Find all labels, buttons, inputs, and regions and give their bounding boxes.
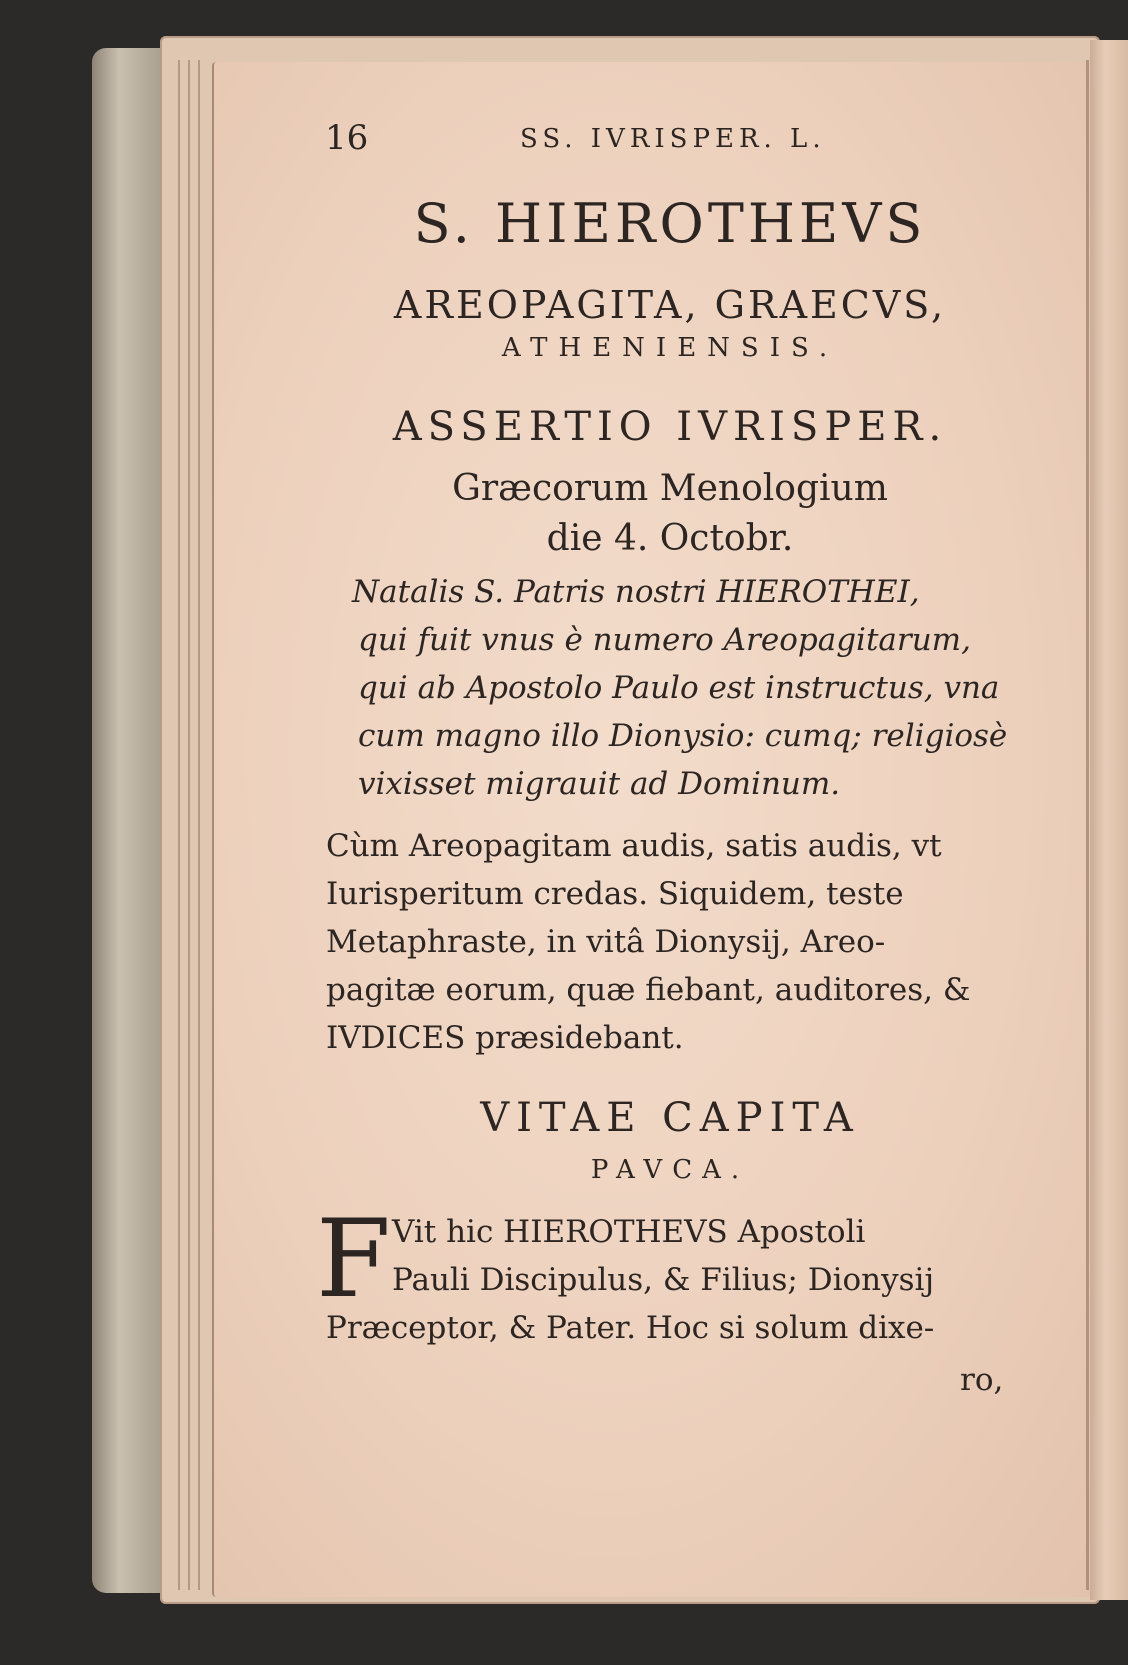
- text-line: Præceptor, & Pater. Hoc si solum dixe-: [326, 1310, 935, 1346]
- source-citation: Græcorum Menologium: [452, 468, 888, 509]
- text-line: Cùm Areopagitam audis, satis audis, vt: [326, 828, 942, 864]
- catchword: ro,: [960, 1362, 1004, 1398]
- gutter: [1086, 60, 1089, 1590]
- text-line: Natalis S. Patris nostri HIEROTHEI,: [352, 574, 920, 610]
- title-subtitle: AREOPAGITA, GRAECVS,: [393, 283, 947, 327]
- text-line: qui fuit vnus è numero Areopagitarum,: [358, 622, 971, 658]
- drop-cap: F: [316, 1197, 391, 1322]
- page-number: 16: [325, 118, 369, 158]
- page-title: S. HIEROTHEVS: [413, 192, 927, 255]
- text-line: qui ab Apostolo Paulo est instructus, vna: [358, 670, 1000, 706]
- title-subtitle-2: ATHENIENSIS.: [501, 333, 839, 363]
- body-paragraph: [326, 822, 996, 1062]
- running-head: SS. IVRISPER. L.: [520, 124, 826, 154]
- leaf-edge: [198, 60, 200, 1590]
- text-line: IVDICES præsidebant.: [326, 1020, 684, 1056]
- text-line: Vit hic HIEROTHEVS Apostoli: [392, 1214, 866, 1250]
- text-line: vixisset migrauit ad Dominum.: [358, 766, 841, 802]
- leaf-edge: [188, 60, 190, 1590]
- text-line: Pauli Discipulus, & Filius; Dionysij: [392, 1262, 935, 1298]
- section-heading-vitae: VITAE CAPITA: [480, 1095, 860, 1141]
- text-line: cum magno illo Dionysio: cumq; religiosè: [358, 718, 1008, 754]
- section-heading-assertio: ASSERTIO IVRISPER.: [392, 404, 948, 450]
- quote-paragraph: [352, 568, 1028, 808]
- final-paragraph: [326, 1208, 996, 1352]
- leaf-edge: [178, 60, 180, 1590]
- facing-page-edge: [1090, 40, 1128, 1600]
- text-line: pagitæ eorum, quæ fiebant, auditores, &: [326, 972, 971, 1008]
- source-date: die 4. Octobr.: [546, 518, 794, 559]
- text-line: Metaphraste, in vitâ Dionysij, Areo-: [326, 924, 886, 960]
- section-subheading: PAVCA.: [590, 1155, 750, 1185]
- text-line: Iurisperitum credas. Siquidem, teste: [326, 876, 904, 912]
